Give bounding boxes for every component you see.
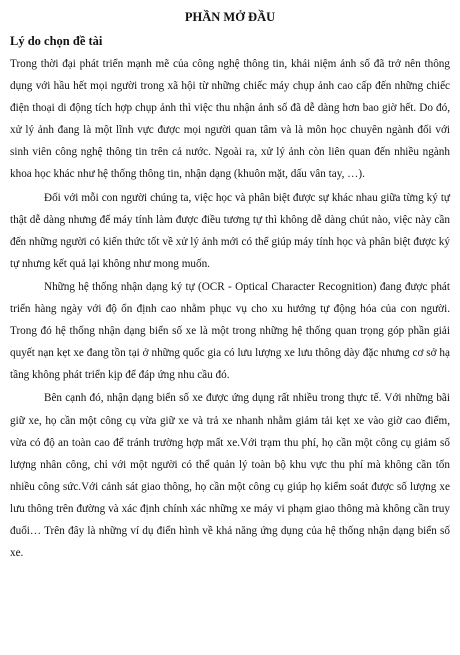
paragraph-2: Đối với mỗi con người chúng ta, việc học và phân biệt được sự khác nhau giữa từng ký tự thật dễ dàng nhưng để máy tính làm được điều tương tự thì không dễ dàng chút nào, việc này cần đến những người có kiến thức tốt về xử lý ảnh mới có thể giúp máy tính học và phân biệt được ký tự nhưng kết quả lại không như mong muốn.: [10, 191, 450, 270]
paragraph-4: Bên cạnh đó, nhận dạng biển số xe được ứng dụng rất nhiều trong thực tế. Với những bãi giữ xe, họ cần một công cụ vừa giữ xe và trả xe nhanh nhằm giảm tải kẹt xe vào giờ cao điểm, vừa có độ an toàn cao để tránh trường hợp mất xe.Với trạm thu phí, họ cần một công cụ giảm số lượng nhân công, chỉ với một người có thể quản lý toàn bộ khu vực thu phí mà không cần tốn nhiều công sức.Với cảnh sát giao thông, họ cần một công cụ giúp họ kiểm soát được số lượng xe lưu thông trên đường và xác định chính xác những xe máy vi phạm giao thông mà không cần truy đuổi… Trên đây là những ví dụ điển hình về khả năng ứng dụng của hệ thống nhận dạng biển số xe.: [10, 392, 450, 560]
document-title: PHẦN MỞ ĐẦU: [184, 10, 276, 24]
paragraph-3: Những hệ thống nhận dạng ký tự (OCR - Optical Character Recognition) đang được phát triển hàng ngày với độ ổn định cao nhằm phục vụ cho xu hướng tự động hóa của con người. Trong đó hệ thống nhận dạng biển số xe là một trong những hệ thống quan trọng góp phần giải quyết nạn kẹt xe đang tồn tại ở những quốc gia có lưu lượng xe lưu thông dày đặc nhưng cơ sở hạ tầng không phát triển kịp để đáp ứng nhu cầu đó.: [10, 280, 450, 382]
paragraph-1: Trong thời đại phát triển mạnh mẽ của công nghệ thông tin, khái niệm ảnh số đã trở nên thông dụng với hầu hết mọi người trong xã hội từ những chiếc máy chụp ảnh cao cấp đến những chiếc điện thoại di động tích hợp chụp ảnh thì việc thu nhận ảnh số đã dễ dàng hơn bao giờ hết. Do đó, xử lý ảnh đang là một lĩnh vực được mọi người quan tâm và là môn học chuyên ngành đối với sinh viên công nghệ thông tin trên cả nước. Ngoài ra, xử lý ảnh còn liên quan đến nhiều ngành khoa học khác như hệ thống thông tin, nhận dạng (khuôn mặt, dấu vân tay, …).: [10, 58, 450, 181]
section-heading: Lý do chọn đề tài: [10, 34, 103, 48]
